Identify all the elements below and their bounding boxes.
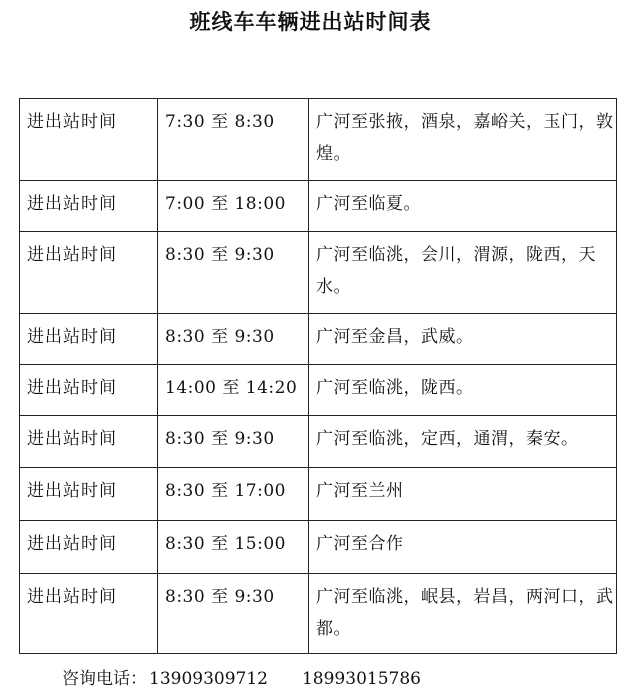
table-row	[20, 314, 617, 365]
table-row	[20, 416, 617, 468]
time-range-cell: 8:30 至 17:00	[158, 468, 309, 521]
time-range-cell: 7:00 至 18:00	[158, 181, 309, 232]
route-cell: 广河至临洮，陇西。	[309, 365, 617, 416]
time-label-cell: 进出站时间	[20, 232, 158, 314]
page-title: 班线车车辆进出站时间表	[189, 10, 432, 34]
table-row	[20, 468, 617, 521]
time-label-cell: 进出站时间	[20, 365, 158, 416]
time-range-cell: 8:30 至 9:30	[158, 416, 309, 468]
time-range-cell: 14:00 至 14:20	[158, 365, 309, 416]
route-cell: 广河至金昌，武威。	[309, 314, 617, 365]
route-cell: 广河至临洮，岷县，岩昌，两河口，武都。	[309, 574, 617, 654]
time-range-cell: 8:30 至 9:30	[158, 574, 309, 654]
table-row	[20, 232, 617, 314]
time-range-cell: 8:30 至 15:00	[158, 521, 309, 574]
schedule-table	[19, 98, 617, 654]
route-cell: 广河至临洮，会川，渭源，陇西，天水。	[309, 232, 617, 314]
contact-phone-2: 18993015786	[301, 669, 421, 689]
route-cell: 广河至临洮，定西，通渭，秦安。	[309, 416, 617, 468]
time-label-cell: 进出站时间	[20, 468, 158, 521]
time-label-cell: 进出站时间	[20, 181, 158, 232]
time-label-cell: 进出站时间	[20, 416, 158, 468]
time-range-cell: 8:30 至 9:30	[158, 314, 309, 365]
time-label-cell: 进出站时间	[20, 314, 158, 365]
contact-phone-1: 13909309712	[149, 669, 268, 689]
table-row	[20, 365, 617, 416]
time-range-cell: 8:30 至 9:30	[158, 232, 309, 314]
table-row	[20, 574, 617, 654]
time-label-cell: 进出站时间	[20, 574, 158, 654]
contact-line	[62, 664, 421, 689]
route-cell: 广河至张掖，酒泉，嘉峪关，玉门，敦煌。	[309, 99, 617, 181]
table-row	[20, 521, 617, 574]
table-row	[20, 181, 617, 232]
route-cell: 广河至兰州	[309, 468, 617, 521]
route-cell: 广河至合作	[309, 521, 617, 574]
contact-label: 咨询电话：	[62, 669, 147, 689]
time-range-cell: 7:30 至 8:30	[158, 99, 309, 181]
time-label-cell: 进出站时间	[20, 521, 158, 574]
table-row	[20, 99, 617, 181]
route-cell: 广河至临夏。	[309, 181, 617, 232]
time-label-cell: 进出站时间	[20, 99, 158, 181]
